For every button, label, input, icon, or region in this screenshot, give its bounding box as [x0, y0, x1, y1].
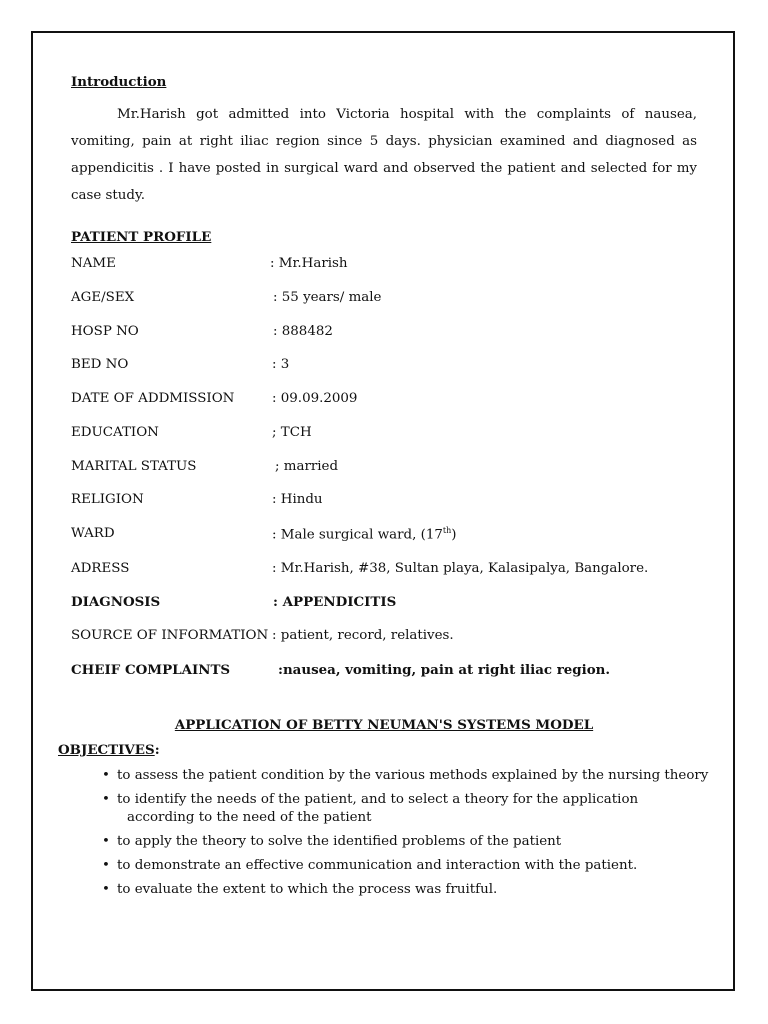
objective-item [71, 857, 711, 875]
profile-label-ward: WARD [71, 526, 115, 541]
profile-label-address: ADRESS [71, 561, 130, 576]
bullet-icon: • [102, 834, 110, 849]
objectives-colon: : [154, 742, 160, 758]
profile-label-hosp-no: HOSP NO [71, 324, 139, 339]
profile-label-bed-no: BED NO [71, 357, 129, 372]
intro-paragraph: Mr.Harish got admitted into Victoria hospital with the complaints of nausea, vomiting, pain at right iliac region since 5 days. physician examined and diagnosed as appendicitis . I have posted in surgical ward and observed the patient and selected for my case study. [71, 107, 697, 203]
profile-label-marital-status: MARITAL STATUS [71, 459, 197, 474]
profile-value-diagnosis: : APPENDICITIS [273, 594, 397, 610]
intro-heading: Introduction [71, 74, 167, 90]
profile-value-education: ; TCH [272, 425, 312, 440]
objective-text: to demonstrate an effective communication and interaction with the patient. [117, 858, 638, 873]
bullet-icon: • [102, 882, 110, 897]
objective-item [71, 767, 711, 785]
objective-text: to evaluate the extent to which the process was fruitful. [117, 882, 498, 897]
profile-label-source-of-information: SOURCE OF INFORMATION [71, 628, 269, 643]
profile-value-hosp-no: : 888482 [273, 324, 333, 339]
profile-value-ward [272, 526, 457, 542]
ward-value-sup: th [442, 526, 452, 535]
profile-label-education: EDUCATION [71, 425, 159, 440]
profile-label-name: NAME [71, 256, 116, 271]
profile-value-source-of-information: : patient, record, relatives. [272, 628, 454, 643]
bullet-icon: • [102, 792, 110, 807]
profile-value-date-of-admission: : 09.09.2009 [272, 391, 358, 406]
objective-text: to assess the patient condition by the various methods explained by the nursing theory [117, 768, 709, 783]
objectives-label: OBJECTIVES [58, 742, 155, 758]
profile-value-chief-complaints: :nausea, vomiting, pain at right iliac region. [278, 662, 611, 678]
objective-item [71, 791, 711, 827]
profile-value-religion: : Hindu [272, 492, 323, 507]
profile-label-age-sex: AGE/SEX [71, 290, 135, 305]
patient-profile-heading: PATIENT PROFILE [71, 229, 212, 245]
objective-text: to apply the theory to solve the identified problems of the patient [117, 834, 562, 849]
profile-value-bed-no: : 3 [272, 357, 290, 372]
ward-value-text: : Male surgical ward, (17 [272, 527, 443, 543]
ward-value-suffix: ) [451, 527, 457, 543]
bullet-icon: • [102, 768, 110, 783]
profile-label-date-of-admission: DATE OF ADDMISSION [71, 391, 235, 406]
profile-label-chief-complaints: CHEIF COMPLAINTS [71, 662, 231, 678]
bullet-icon: • [102, 858, 110, 873]
objective-item [71, 833, 711, 851]
profile-value-marital-status: ; married [275, 459, 339, 474]
objectives-list [71, 767, 711, 905]
application-title: APPLICATION OF BETTY NEUMAN'S SYSTEMS MODEL [174, 717, 594, 733]
profile-value-age-sex: : 55 years/ male [273, 290, 382, 305]
objective-text: to identify the needs of the patient, and to select a theory for the application according to the need of the patient [117, 792, 639, 825]
profile-value-address: : Mr.Harish, #38, Sultan playa, Kalasipalya, Bangalore. [272, 561, 649, 576]
profile-value-name: : Mr.Harish [270, 256, 348, 271]
profile-label-diagnosis: DIAGNOSIS [71, 594, 161, 610]
objectives-heading [58, 742, 160, 758]
profile-label-religion: RELIGION [71, 492, 144, 507]
objective-item [71, 881, 711, 899]
